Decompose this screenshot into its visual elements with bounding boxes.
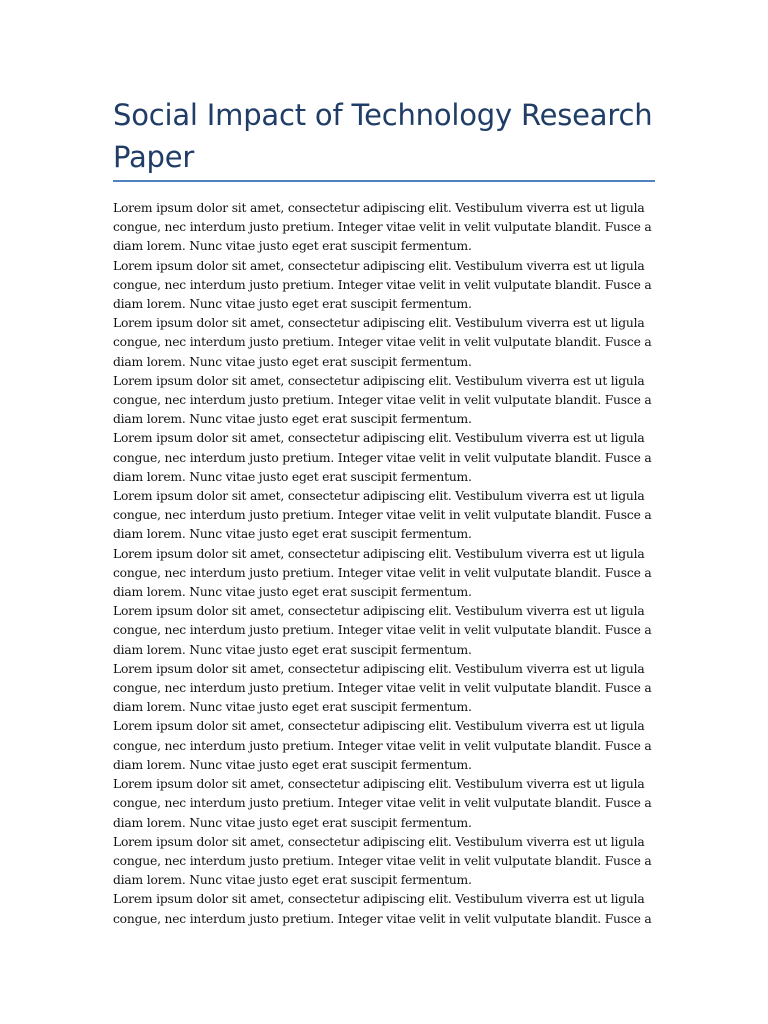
paragraph-line: diam lorem. Nunc vitae justo eget erat suscipit fermentum. [113,700,472,715]
paragraph-line: diam lorem. Nunc vitae justo eget erat suscipit fermentum. [113,469,472,484]
paragraph-line: diam lorem. Nunc vitae justo eget erat suscipit fermentum. [113,815,472,830]
paragraph [113,257,653,315]
paragraph-line: Lorem ipsum dolor sit amet, consectetur adipiscing elit. Vestibulum viverra est ut ligula [113,892,645,907]
paragraph-line: Lorem ipsum dolor sit amet, consectetur adipiscing elit. Vestibulum viverra est ut ligula [113,546,645,561]
paragraph-line: diam lorem. Nunc vitae justo eget erat suscipit fermentum. [113,412,472,427]
paragraph-line: congue, nec interdum justo pretium. Integer vitae velit in velit vulputate blandit. Fusce a [113,853,652,868]
paragraph [113,199,653,257]
document-body [113,199,653,929]
paragraph-line: Lorem ipsum dolor sit amet, consectetur adipiscing elit. Vestibulum viverra est ut ligula [113,258,645,273]
paragraph [113,775,653,833]
paragraph-line: congue, nec interdum justo pretium. Integer vitae velit in velit vulputate blandit. Fusce a [113,450,652,465]
paragraph-line: congue, nec interdum justo pretium. Integer vitae velit in velit vulputate blandit. Fusce a [113,393,652,408]
paragraph-line: Lorem ipsum dolor sit amet, consectetur adipiscing elit. Vestibulum viverra est ut ligula [113,834,645,849]
paragraph [113,660,653,718]
paragraph-line: Lorem ipsum dolor sit amet, consectetur adipiscing elit. Vestibulum viverra est ut ligula [113,431,645,446]
paragraph-line: diam lorem. Nunc vitae justo eget erat suscipit fermentum. [113,757,472,772]
paragraph-line: diam lorem. Nunc vitae justo eget erat suscipit fermentum. [113,642,472,657]
paragraph [113,833,653,891]
paragraph-line: congue, nec interdum justo pretium. Integer vitae velit in velit vulputate blandit. Fusce a [113,681,652,696]
paragraph [113,890,653,928]
paragraph-line: congue, nec interdum justo pretium. Integer vitae velit in velit vulputate blandit. Fusce a [113,508,652,523]
paragraph-line: congue, nec interdum justo pretium. Integer vitae velit in velit vulputate blandit. Fusce a [113,220,652,235]
paragraph-line: congue, nec interdum justo pretium. Integer vitae velit in velit vulputate blandit. Fusce a [113,796,652,811]
paragraph [113,717,653,775]
paragraph [113,545,653,603]
paragraph-line: Lorem ipsum dolor sit amet, consectetur adipiscing elit. Vestibulum viverra est ut ligula [113,201,645,215]
paragraph-line: congue, nec interdum justo pretium. Integer vitae velit in velit vulputate blandit. Fusce a [113,738,652,753]
paragraph [113,487,653,545]
paragraph-line: diam lorem. Nunc vitae justo eget erat suscipit fermentum. [113,297,472,312]
paragraph-line: diam lorem. Nunc vitae justo eget erat suscipit fermentum. [113,354,472,369]
paragraph-line: Lorem ipsum dolor sit amet, consectetur adipiscing elit. Vestibulum viverra est ut ligula [113,316,645,331]
paragraph-line: diam lorem. Nunc vitae justo eget erat suscipit fermentum. [113,527,472,542]
paragraph-line: congue, nec interdum justo pretium. Integer vitae velit in velit vulputate blandit. Fusce a [113,565,652,580]
paragraph-line: congue, nec interdum justo pretium. Integer vitae velit in velit vulputate blandit. Fusce a [113,623,652,638]
paragraph [113,602,653,660]
paragraph-line: Lorem ipsum dolor sit amet, consectetur adipiscing elit. Vestibulum viverra est ut ligula [113,489,645,504]
paragraph-line: congue, nec interdum justo pretium. Integer vitae velit in velit vulputate blandit. Fusce a [113,277,652,292]
paragraph-line: Lorem ipsum dolor sit amet, consectetur adipiscing elit. Vestibulum viverra est ut ligula [113,719,645,734]
paragraph [113,429,653,487]
paragraph [113,372,653,430]
paragraph-line: Lorem ipsum dolor sit amet, consectetur adipiscing elit. Vestibulum viverra est ut ligula [113,777,645,792]
paragraph-line: Lorem ipsum dolor sit amet, consectetur adipiscing elit. Vestibulum viverra est ut ligula [113,604,645,619]
title-divider [113,180,655,182]
page-title: Social Impact of Technology Research Paper [113,98,653,174]
paragraph [113,314,653,372]
paragraph-line: congue, nec interdum justo pretium. Integer vitae velit in velit vulputate blandit. Fusce a [113,911,652,926]
paragraph-line: Lorem ipsum dolor sit amet, consectetur adipiscing elit. Vestibulum viverra est ut ligula [113,373,645,388]
paragraph-line: diam lorem. Nunc vitae justo eget erat suscipit fermentum. [113,239,472,254]
paragraph-line: diam lorem. Nunc vitae justo eget erat suscipit fermentum. [113,585,472,600]
paragraph-line: Lorem ipsum dolor sit amet, consectetur adipiscing elit. Vestibulum viverra est ut ligula [113,661,645,676]
paragraph-line: congue, nec interdum justo pretium. Integer vitae velit in velit vulputate blandit. Fusce a [113,335,652,350]
paragraph-line: diam lorem. Nunc vitae justo eget erat suscipit fermentum. [113,873,472,888]
